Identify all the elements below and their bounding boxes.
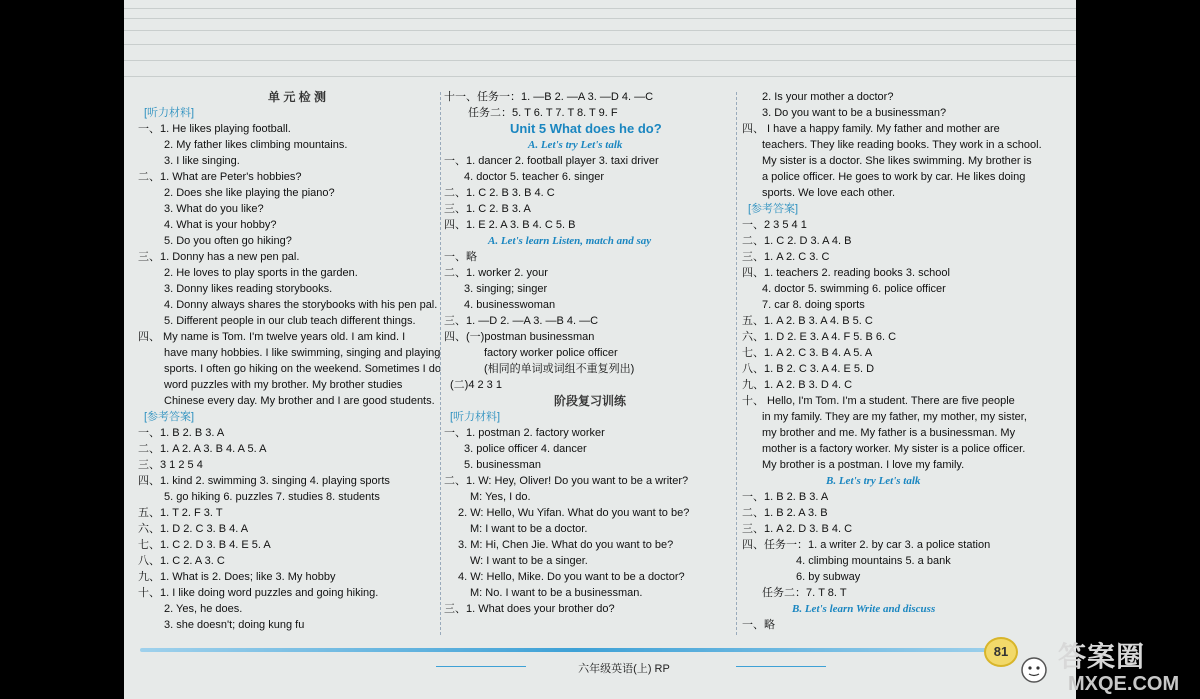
column-divider [736, 92, 737, 635]
answer-line: 一、略 [742, 619, 775, 631]
answer-line: 二、1. What are Peter's hobbies? [138, 171, 302, 183]
footer-rule-right [736, 666, 826, 667]
section-heading: B. Let's try Let's talk [826, 475, 921, 487]
answer-line: 一、略 [444, 251, 477, 263]
answer-line: in my family. They are my father, my mother, my sister, [762, 411, 1027, 423]
section-tag: [参考答案] [144, 411, 195, 423]
answer-line: word puzzles with my brother. My brother studies [164, 379, 403, 391]
answer-line: 3. I like singing. [164, 155, 240, 167]
answer-line: 九、1. What is 2. Does; like 3. My hobby [138, 571, 336, 583]
answer-line: 四、(一)postman businessman [444, 331, 595, 343]
answer-line: 四、1. E 2. A 3. B 4. C 5. B [444, 219, 576, 231]
answer-line: My brother is a postman. I love my family. [762, 459, 965, 471]
answer-line: 3. Donny likes reading storybooks. [164, 283, 333, 295]
answer-line: 2. W: Hello, Wu Yifan. What do you want to be? [458, 507, 690, 519]
section-heading: 阶段复习训练 [554, 394, 627, 408]
answer-line: 2. Does she like playing the piano? [164, 187, 335, 199]
answer-line: 6. by subway [796, 571, 861, 583]
answer-line: My sister is a doctor. She likes swimming. My brother is [762, 155, 1032, 167]
answer-line: 二、1. B 2. A 3. B [742, 507, 828, 519]
answer-line: 一、1. B 2. B 3. A [742, 491, 829, 503]
answer-line: 3. police officer 4. dancer [464, 443, 587, 455]
answer-line: 四、任务一：1. a writer 2. by car 3. a police station [742, 539, 991, 551]
answer-line: Chinese every day. My brother and I are good students. [164, 395, 435, 407]
answer-line: 5. businessman [464, 459, 542, 471]
answer-line: 一、1. dancer 2. football player 3. taxi driver [444, 155, 659, 167]
answer-line: 7. car 8. doing sports [762, 299, 865, 311]
answer-line: 4. Donny always shares the storybooks with his pen pal. [164, 299, 438, 311]
answer-line: M: I want to be a doctor. [470, 523, 588, 535]
section-tag: [听力材料] [450, 411, 501, 423]
footer-book-title: 六年级英语(上) RP [578, 663, 670, 675]
answer-line: 三、1. What does your brother do? [444, 603, 615, 615]
answer-line: 4. doctor 5. teacher 6. singer [464, 171, 605, 183]
answer-line: 十、1. I like doing word puzzles and going hiking. [138, 587, 379, 599]
answer-line: sports. We love each other. [762, 187, 896, 199]
answer-line: W: I want to be a singer. [470, 555, 588, 567]
section-heading: 单 元 检 测 [268, 90, 327, 104]
answer-line: 七、1. C 2. D 3. B 4. E 5. A [138, 539, 271, 551]
page-number: 81 [984, 637, 1018, 667]
answer-line: 2. Is your mother a doctor? [762, 91, 894, 103]
answer-line: 2. He loves to play sports in the garden. [164, 267, 358, 279]
answer-line: 任务二：5. T 6. T 7. T 8. T 9. F [468, 107, 618, 119]
answer-line: 一、1. postman 2. factory worker [444, 427, 605, 439]
answer-line: 八、1. B 2. C 3. A 4. E 5. D [742, 363, 875, 375]
answer-line: 3. she doesn't; doing kung fu [164, 619, 305, 631]
section-tag: [参考答案] [748, 203, 799, 215]
answer-line: 二、1. worker 2. your [444, 267, 548, 279]
answer-line: 四、 My name is Tom. I'm twelve years old. I am kind. I [138, 331, 406, 343]
answer-line: 四、 I have a happy family. My father and mother are [742, 123, 1000, 135]
answer-line: factory worker police officer [484, 347, 618, 359]
answer-line: 一、1. B 2. B 3. A [138, 427, 225, 439]
answer-line: 3. What do you like? [164, 203, 264, 215]
answer-line: 5. Do you often go hiking? [164, 235, 292, 247]
answer-line: 六、1. D 2. C 3. B 4. A [138, 523, 249, 535]
answer-line: 5. Different people in our club teach different things. [164, 315, 416, 327]
answer-line: M: Yes, I do. [470, 491, 531, 503]
answer-line: 4. What is your hobby? [164, 219, 277, 231]
answer-line: 4. businesswoman [464, 299, 556, 311]
answer-line: (相同的单词或词组不重复列出) [484, 363, 635, 375]
answer-line: (二)4 2 3 1 [450, 379, 502, 391]
answer-line: 任务二：7. T 8. T [762, 587, 847, 599]
answer-line: 4. climbing mountains 5. a bank [796, 555, 951, 567]
section-tag: [听力材料] [144, 107, 195, 119]
answer-line: 三、3 1 2 5 4 [138, 459, 203, 471]
answer-line: 4. W: Hello, Mike. Do you want to be a doctor? [458, 571, 685, 583]
answer-line: have many hobbies. I like swimming, singing and playing [164, 347, 441, 359]
answer-line: 五、1. A 2. B 3. A 4. B 5. C [742, 315, 873, 327]
answer-line: 九、1. A 2. B 3. D 4. C [742, 379, 853, 391]
answer-line: 一、1. He likes playing football. [138, 123, 291, 135]
answer-line: 三、1. Donny has a new pen pal. [138, 251, 300, 263]
mascot-icon [1014, 646, 1054, 686]
answer-line: 四、1. kind 2. swimming 3. singing 4. playing sports [138, 475, 390, 487]
column-divider [440, 92, 441, 635]
answer-line: 十、 Hello, I'm Tom. I'm a student. There are five people [742, 395, 1015, 407]
answer-line: M: No. I want to be a businessman. [470, 587, 643, 599]
answer-line: mother is a factory worker. My sister is a police officer. [762, 443, 1026, 455]
watermark-logo [1050, 635, 1200, 699]
answer-line: teachers. They like reading books. They work in a school. [762, 139, 1042, 151]
answer-line: 八、1. C 2. A 3. C [138, 555, 225, 567]
answer-line: 二、1. W: Hey, Oliver! Do you want to be a writer? [444, 475, 689, 487]
answer-line: 三、1. A 2. C 3. C [742, 251, 830, 263]
answer-line: 3. Do you want to be a businessman? [762, 107, 947, 119]
answer-line: sports. I often go hiking on the weekend. Sometimes I do [164, 363, 441, 375]
answer-line: 三、1. A 2. D 3. B 4. C [742, 523, 853, 535]
section-heading: Unit 5 What does he do? [510, 121, 662, 136]
answer-line: 五、1. T 2. F 3. T [138, 507, 223, 519]
section-heading: A. Let's try Let's talk [528, 139, 623, 151]
answer-line: 四、1. teachers 2. reading books 3. school [742, 267, 950, 279]
answer-line: 2. Yes, he does. [164, 603, 243, 615]
watermark-text: 答案圈 [1058, 641, 1146, 672]
section-heading: A. Let's learn Listen, match and say [488, 235, 652, 247]
footer-rule-left [436, 666, 526, 667]
answer-page [124, 0, 1076, 699]
answer-line: 2. My father likes climbing mountains. [164, 139, 348, 151]
answer-line: 二、1. A 2. A 3. B 4. A 5. A [138, 443, 267, 455]
answer-line: 三、1. —D 2. —A 3. —B 4. —C [444, 315, 599, 327]
answer-line: 七、1. A 2. C 3. B 4. A 5. A [742, 347, 873, 359]
answer-line: 六、1. D 2. E 3. A 4. F 5. B 6. C [742, 331, 897, 343]
answer-line: 二、1. C 2. B 3. B 4. C [444, 187, 555, 199]
answer-line: 5. go hiking 6. puzzles 7. studies 8. students [164, 491, 380, 503]
watermark-url: MXQE.COM [1068, 673, 1180, 695]
answer-line: 一、2 3 5 4 1 [742, 219, 807, 231]
answer-line: 3. M: Hi, Chen Jie. What do you want to be? [458, 539, 674, 551]
answer-line: a police officer. He goes to work by car. He likes doing [762, 171, 1026, 183]
section-heading: B. Let's learn Write and discuss [792, 603, 936, 615]
answer-line: my brother and me. My father is a businessman. My [762, 427, 1016, 439]
footer-rule [140, 648, 1010, 652]
answer-line: 二、1. C 2. D 3. A 4. B [742, 235, 852, 247]
answer-line: 十一、任务一：1. —B 2. —A 3. —D 4. —C [444, 91, 654, 103]
answer-line: 三、1. C 2. B 3. A [444, 203, 531, 215]
answer-line: 4. doctor 5. swimming 6. police officer [762, 283, 946, 295]
answer-line: 3. singing; singer [464, 283, 548, 295]
